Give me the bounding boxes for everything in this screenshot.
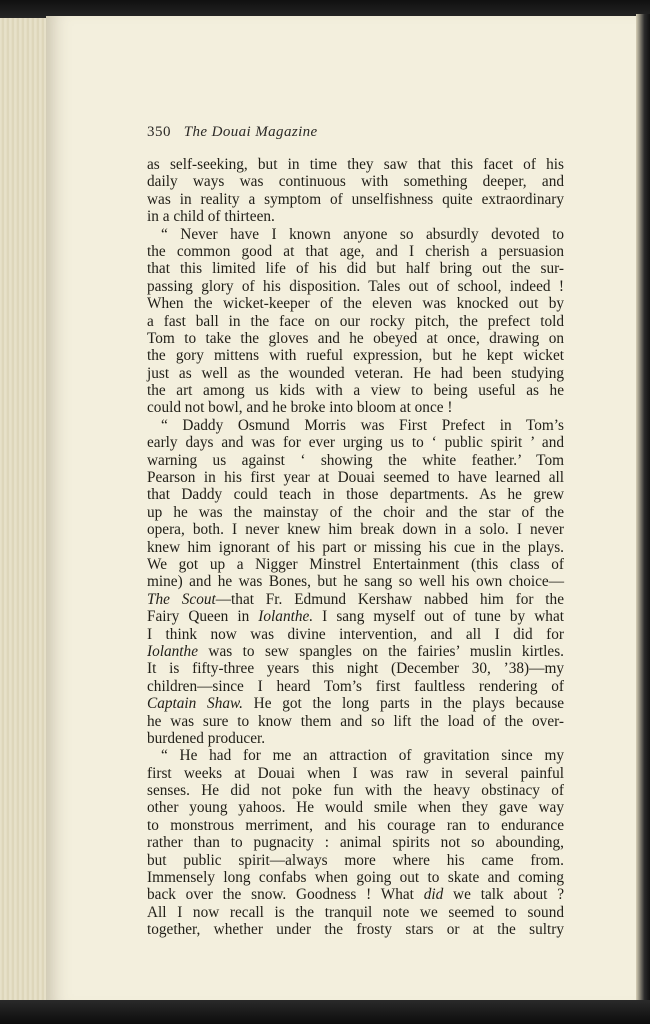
text-line: he was sure to know them and so lift the load of the over-: [147, 712, 564, 730]
body-text: [147, 156, 564, 939]
text-line: The Scout—that Fr. Edmund Kershaw nabbed him for the: [147, 590, 564, 608]
text-line: opera, both. I never knew him break down in a solo. I never: [147, 521, 564, 539]
book-gutter-page-stack: [0, 18, 47, 1004]
text-line: Immensely long confabs when going out to skate and coming: [147, 869, 564, 887]
book-bottom-edge: [0, 1000, 650, 1024]
text-line: It is fifty-three years this night (December 30, ’38)—my: [147, 660, 564, 678]
text-line: back over the snow. Goodness ! What did we talk about ?: [147, 886, 564, 904]
text-line: the art among us kids with a view to being useful as he: [147, 382, 564, 400]
text-line: senses. He did not poke fun with the heavy obstinacy of: [147, 782, 564, 800]
text-line: children—since I heard Tom’s first faultless rendering of: [147, 677, 564, 695]
text-line: the common good at that age, and I cherish a persuasion: [147, 242, 564, 260]
text-line: We got up a Nigger Minstrel Entertainment (this class of: [147, 555, 564, 573]
text-line: Captain Shaw. He got the long parts in the plays because: [147, 695, 564, 713]
book-right-edge: [636, 14, 650, 1004]
text-line: daily ways was continuous with something deeper, and: [147, 173, 564, 191]
text-line: the gory mittens with rueful expression, but he kept wicket: [147, 347, 564, 365]
text-line: together, whether under the frosty stars or at the sultry: [147, 921, 564, 939]
text-line: that Daddy could teach in those departments. As he grew: [147, 486, 564, 504]
text-line: burdened producer.: [147, 729, 266, 747]
running-head: [147, 124, 318, 141]
text-line: just as well as the wounded veteran. He had been studying: [147, 364, 564, 382]
text-line: up he was the mainstay of the choir and the star of the: [147, 503, 564, 521]
text-line: other young yahoos. He would smile when they gave way: [147, 799, 564, 817]
text-line: Tom to take the gloves and he obeyed at once, drawing on: [147, 329, 564, 347]
text-line: knew him ignorant of his part or missing his cue in the plays.: [147, 538, 564, 556]
text-line: but public spirit—always more where his came from.: [147, 851, 564, 869]
text-line: a fast ball in the face on our rocky pitch, the prefect told: [147, 312, 564, 330]
text-line: as self-seeking, but in time they saw that this facet of his: [147, 156, 564, 173]
text-line: that this limited life of his did but half bring out the sur-: [147, 260, 564, 278]
text-line: “ Daddy Osmund Morris was First Prefect in Tom’s: [161, 416, 564, 434]
text-line: Fairy Queen in Iolanthe. I sang myself out of tune by what: [147, 608, 564, 626]
text-line: was in reality a symptom of unselfishness quite extraordinary: [147, 190, 564, 208]
text-line: All I now recall is the tranquil note we seemed to sound: [147, 903, 564, 921]
page-number: 350: [147, 124, 171, 140]
text-line: early days and was for ever urging us to ‘ public spirit ’ and: [147, 434, 564, 452]
text-line: in a child of thirteen.: [147, 208, 275, 226]
text-line: could not bowl, and he broke into bloom at once !: [147, 399, 453, 417]
text-line: Iolanthe was to sew spangles on the fairies’ muslin kirtles.: [147, 642, 564, 660]
text-line: rather than to pugnacity : animal spirits not so abounding,: [147, 834, 564, 852]
text-line: When the wicket-keeper of the eleven was knocked out by: [147, 295, 564, 313]
text-line: to monstrous merriment, and his courage ran to endurance: [147, 816, 564, 834]
text-line: “ Never have I known anyone so absurdly devoted to: [161, 225, 564, 243]
text-line: mine) and he was Bones, but he sang so well his own choice—: [147, 573, 564, 591]
running-title: The Douai Magazine: [183, 124, 318, 140]
text-line: first weeks at Douai when I was raw in several painful: [147, 764, 564, 782]
text-line: warning us against ‘ showing the white feather.’ Tom: [147, 451, 564, 469]
text-line: I think now was divine intervention, and all I did for: [147, 625, 564, 643]
text-line: Pearson in his first year at Douai seemed to have learned all: [147, 469, 564, 487]
text-line: “ He had for me an attraction of gravitation since my: [161, 747, 564, 765]
text-line: passing glory of his disposition. Tales out of school, indeed !: [147, 277, 564, 295]
